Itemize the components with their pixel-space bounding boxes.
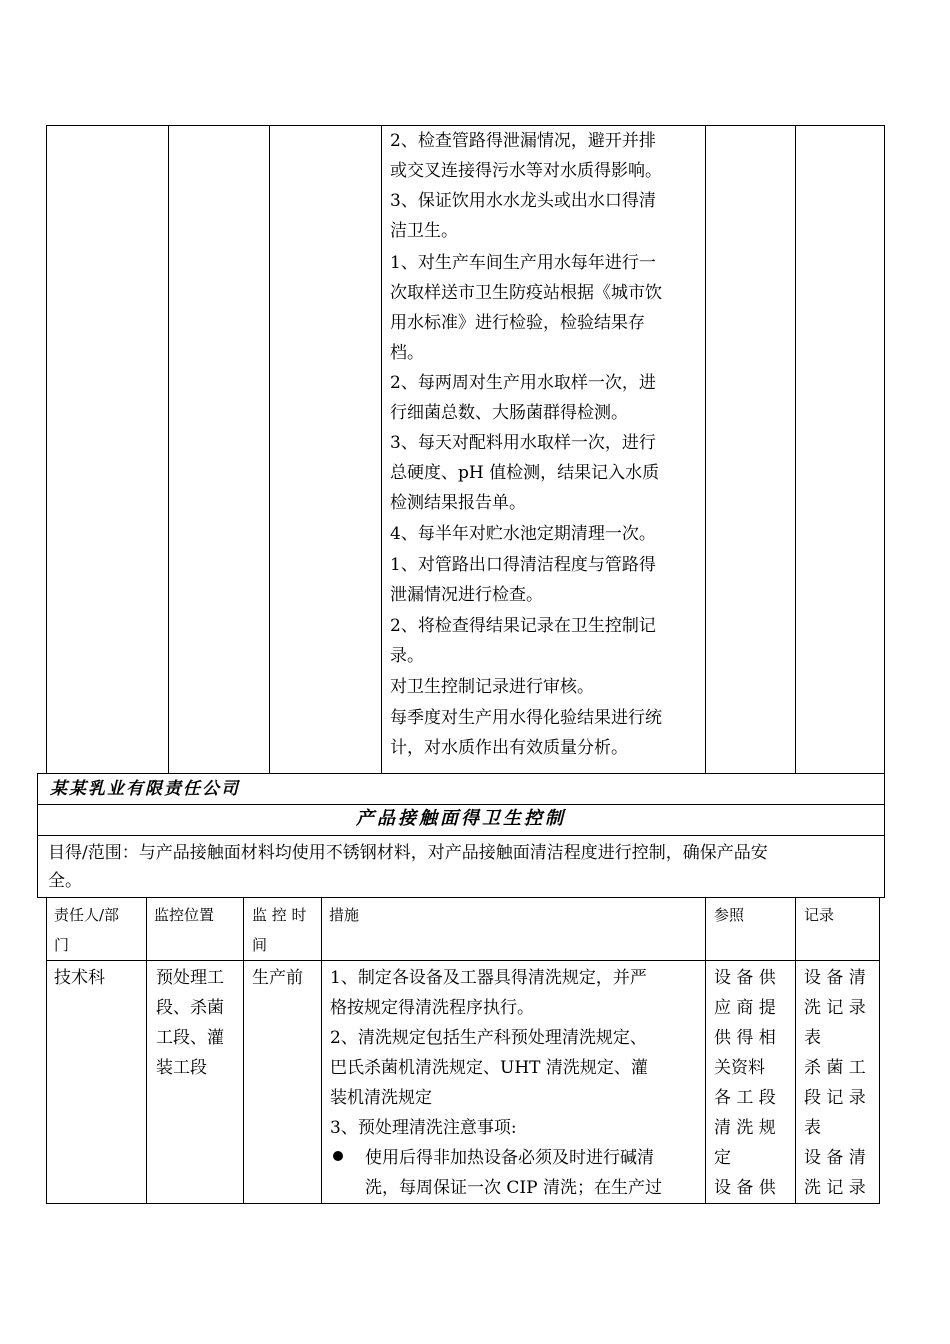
section-title: 产品接触面得卫生控制	[356, 808, 566, 829]
purpose-line-2: 全。	[48, 871, 82, 891]
measure-line: 录。	[390, 646, 424, 666]
header-responsible-cont: 门	[54, 936, 70, 954]
measure-item: 装机清洗规定	[330, 1088, 432, 1108]
cell-location: 预处理工	[156, 968, 224, 988]
measure-line: 4、每半年对贮水池定期清理一次。	[390, 524, 656, 544]
measure-line: 计，对水质作出有效质量分析。	[390, 738, 628, 758]
bullet-icon	[333, 1151, 343, 1161]
cell-reference: 设 备 供	[714, 1178, 776, 1198]
measure-item: 巴氏杀菌机清洗规定、UHT 清洗规定、灌	[330, 1058, 648, 1078]
measure-item: 1、制定各设备及工器具得清洗规定，并严	[330, 968, 647, 988]
measure-line: 1、对生产车间生产用水每年进行一	[390, 253, 656, 273]
cell-reference: 供 得 相	[714, 1028, 776, 1048]
measure-item: 使用后得非加热设备必须及时进行碱清	[365, 1148, 654, 1168]
measure-line: 档。	[390, 343, 424, 363]
measure-line: 2、将检查得结果记录在卫生控制记	[390, 616, 656, 636]
cell-record: 表	[804, 1118, 821, 1138]
header-location: 监控位置	[154, 906, 215, 924]
header-time: 监 控 时	[252, 906, 307, 924]
cell-location: 装工段	[156, 1058, 207, 1078]
cell-record: 洗 记 录	[804, 998, 866, 1018]
purpose-line-1: 目得/范围：与产品接触面材料均使用不锈钢材料，对产品接触面清洁程度进行控制，确保产品安	[48, 843, 768, 863]
measure-item: 2、清洗规定包括生产科预处理清洗规定、	[330, 1028, 647, 1048]
cell-record: 设 备 清	[804, 968, 866, 988]
cell-location: 段、杀菌	[156, 998, 224, 1018]
measure-line: 2、每两周对生产用水取样一次，进	[390, 373, 656, 393]
cell-reference: 各 工 段	[714, 1088, 776, 1108]
cell-record: 洗 记 录	[804, 1178, 866, 1198]
cell-reference: 定	[714, 1148, 731, 1168]
cell-location: 工段、灌	[156, 1028, 224, 1048]
cell-reference: 设 备 供	[714, 968, 776, 988]
measure-line: 行细菌总数、大肠菌群得检测。	[390, 403, 628, 423]
header-measures: 措施	[329, 906, 360, 924]
cell-record: 段 记 录	[804, 1088, 866, 1108]
cell-record: 设 备 清	[804, 1148, 866, 1168]
measure-line: 用水标准》进行检验，检验结果存	[390, 313, 645, 333]
company-name: 某某乳业有限责任公司	[50, 779, 240, 799]
header-reference: 参照	[714, 906, 745, 924]
cell-reference: 清 洗 规	[714, 1118, 776, 1138]
header-time-cont: 间	[252, 936, 268, 954]
cell-record: 杀 菌 工	[804, 1058, 866, 1078]
measure-item: 格按规定得清洗程序执行。	[330, 998, 534, 1018]
measure-line: 每季度对生产用水得化验结果进行统	[390, 708, 662, 728]
measure-item: 洗，每周保证一次 CIP 清洗；在生产过	[365, 1178, 662, 1198]
measure-line: 3、每天对配料用水取样一次，进行	[390, 433, 656, 453]
measure-line: 泄漏情况进行检查。	[390, 585, 543, 605]
cell-responsible: 技术科	[54, 968, 105, 988]
measure-line: 对卫生控制记录进行审核。	[390, 677, 594, 697]
cell-reference: 应 商 提	[714, 998, 776, 1018]
measure-line: 或交叉连接得污水等对水质得影响。	[390, 161, 662, 181]
measure-line: 3、保证饮用水水龙头或出水口得清	[390, 191, 656, 211]
measure-line: 检测结果报告单。	[390, 493, 526, 513]
header-record: 记录	[804, 906, 835, 924]
cell-record: 表	[804, 1028, 821, 1048]
measure-line: 次取样送市卫生防疫站根据《城市饮	[390, 283, 662, 303]
cell-time: 生产前	[252, 968, 303, 988]
measure-line: 1、对管路出口得清洁程度与管路得	[390, 555, 656, 575]
cell-reference: 关资料	[714, 1058, 765, 1078]
measure-line: 2、检查管路得泄漏情况，避开并排	[390, 131, 656, 151]
measure-line: 洁卫生。	[390, 221, 458, 241]
header-responsible: 责任人/部	[54, 906, 120, 924]
measure-line: 总硬度、pH 值检测，结果记入水质	[390, 463, 660, 483]
measure-item: 3、预处理清洗注意事项:	[330, 1118, 517, 1138]
